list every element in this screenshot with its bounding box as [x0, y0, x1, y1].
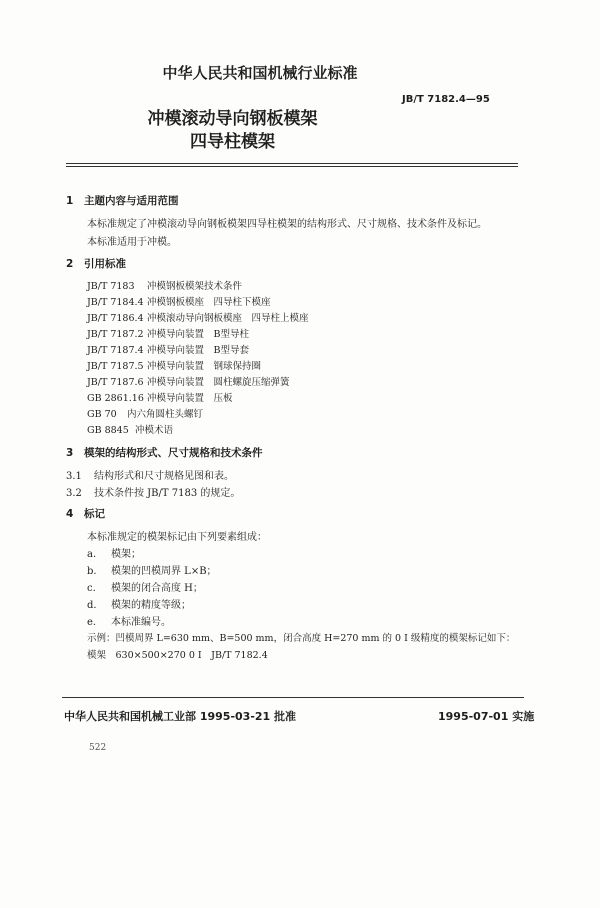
- clause-item: [66, 467, 234, 482]
- reference-title: 冲模钢板模座 四导柱下模座: [147, 297, 271, 308]
- clause-number: 3.1: [66, 471, 82, 482]
- list-text: 模架；: [111, 549, 141, 560]
- section-1-heading: [66, 193, 179, 208]
- section-title: 标记: [84, 508, 105, 520]
- reference-item: [87, 390, 233, 404]
- reference-code: GB 2861.16: [87, 393, 144, 404]
- reference-item: [87, 406, 203, 420]
- list-item: [87, 562, 217, 577]
- reference-item: [87, 294, 271, 308]
- list-label: a.: [87, 549, 97, 560]
- list-item: [87, 613, 171, 628]
- reference-code: GB 70: [87, 409, 117, 420]
- reference-title: 冲模滚动导向钢板模座 四导柱上模座: [147, 313, 309, 324]
- list-item: [87, 545, 141, 560]
- reference-title: 冲模导向装置 钢球保持圈: [147, 361, 262, 372]
- reference-item: [87, 374, 290, 388]
- reference-title: 内六角圆柱头螺钉: [127, 409, 204, 420]
- reference-code: JB/T 7186.4: [87, 313, 144, 324]
- list-label: e.: [87, 617, 97, 628]
- reference-title: 冲模导向装置 圆柱螺旋压缩弹簧: [147, 377, 290, 388]
- paragraph: 本标准适用于冲模。: [87, 237, 177, 248]
- list-item: [87, 579, 203, 594]
- list-label: b.: [87, 566, 97, 577]
- list-text: 模架的精度等级；: [111, 600, 191, 611]
- clause-number: 3.2: [66, 488, 82, 499]
- page-number: 522: [89, 743, 107, 753]
- list-text: 模架的凹模周界 L×B；: [111, 566, 217, 577]
- example-mark: 模架 630×500×270 0 I JB/T 7182.4: [87, 650, 268, 661]
- reference-title: 冲模导向装置 B型导柱: [147, 329, 249, 340]
- section-2-heading: [66, 256, 126, 271]
- list-label: c.: [87, 583, 96, 594]
- clause-text: 技术条件按 JB/T 7183 的规定。: [94, 488, 241, 499]
- reference-code: JB/T 7187.2: [87, 329, 144, 340]
- section-number: 4: [66, 508, 74, 520]
- reference-code: JB/T 7187.4: [87, 345, 144, 356]
- approval-date: 中华人民共和国机械工业部 1995-03-21 批准: [64, 710, 297, 723]
- section-4-heading: [66, 506, 105, 521]
- reference-item: [87, 342, 249, 356]
- reference-item: [87, 358, 261, 372]
- reference-code: JB/T 7184.4: [87, 297, 144, 308]
- reference-code: JB/T 7187.5: [87, 361, 144, 372]
- header-rule-bottom: [66, 166, 518, 167]
- list-item: [87, 596, 191, 611]
- reference-title: 冲模导向装置 压板: [147, 393, 233, 404]
- section-number: 3: [66, 447, 74, 459]
- reference-title: 冲模钢板模架技术条件: [147, 281, 243, 292]
- section-3-heading: [66, 445, 263, 460]
- issuing-body-title: 中华人民共和国机械行业标准: [162, 64, 358, 82]
- example-text: 示例：凹模周界 L=630 mm、B=500 mm，闭合高度 H=270 mm 的 0 I 级精度的模架标记如下：: [87, 633, 516, 644]
- section-title: 引用标准: [84, 258, 126, 270]
- reference-title: 冲模导向装置 B型导套: [147, 345, 249, 356]
- paragraph: 本标准规定了冲模滚动导向钢板模架四导柱模架的结构形式、尺寸规格、技术条件及标记。: [87, 219, 487, 230]
- standard-number: JB/T 7182.4—95: [402, 94, 490, 105]
- list-text: 模架的闭合高度 H；: [111, 583, 203, 594]
- reference-item: [87, 326, 249, 340]
- paragraph: 本标准规定的模架标记由下列要素组成：: [87, 532, 267, 543]
- reference-item: [87, 422, 173, 436]
- list-label: d.: [87, 600, 97, 611]
- clause-text: 结构形式和尺寸规格见图和表。: [94, 471, 234, 482]
- section-number: 1: [66, 195, 74, 207]
- header-rule-top: [66, 163, 518, 164]
- effective-date: 1995-07-01 实施: [438, 710, 535, 723]
- section-title: 主题内容与适用范围: [84, 195, 179, 207]
- list-text: 本标准编号。: [111, 617, 171, 628]
- document-subtitle: 四导柱模架: [190, 132, 275, 152]
- footer-rule: [62, 697, 524, 698]
- clause-item: [66, 484, 240, 499]
- reference-item: [87, 310, 309, 324]
- reference-code: JB/T 7187.6: [87, 377, 144, 388]
- document-title: 冲模滚动导向钢板模架: [147, 109, 318, 129]
- reference-code: GB 8845: [87, 425, 129, 436]
- reference-title: 冲模术语: [135, 425, 174, 436]
- reference-code: JB/T 7183: [87, 281, 135, 292]
- section-number: 2: [66, 258, 74, 270]
- section-title: 模架的结构形式、尺寸规格和技术条件: [84, 447, 263, 459]
- reference-item: [87, 278, 242, 292]
